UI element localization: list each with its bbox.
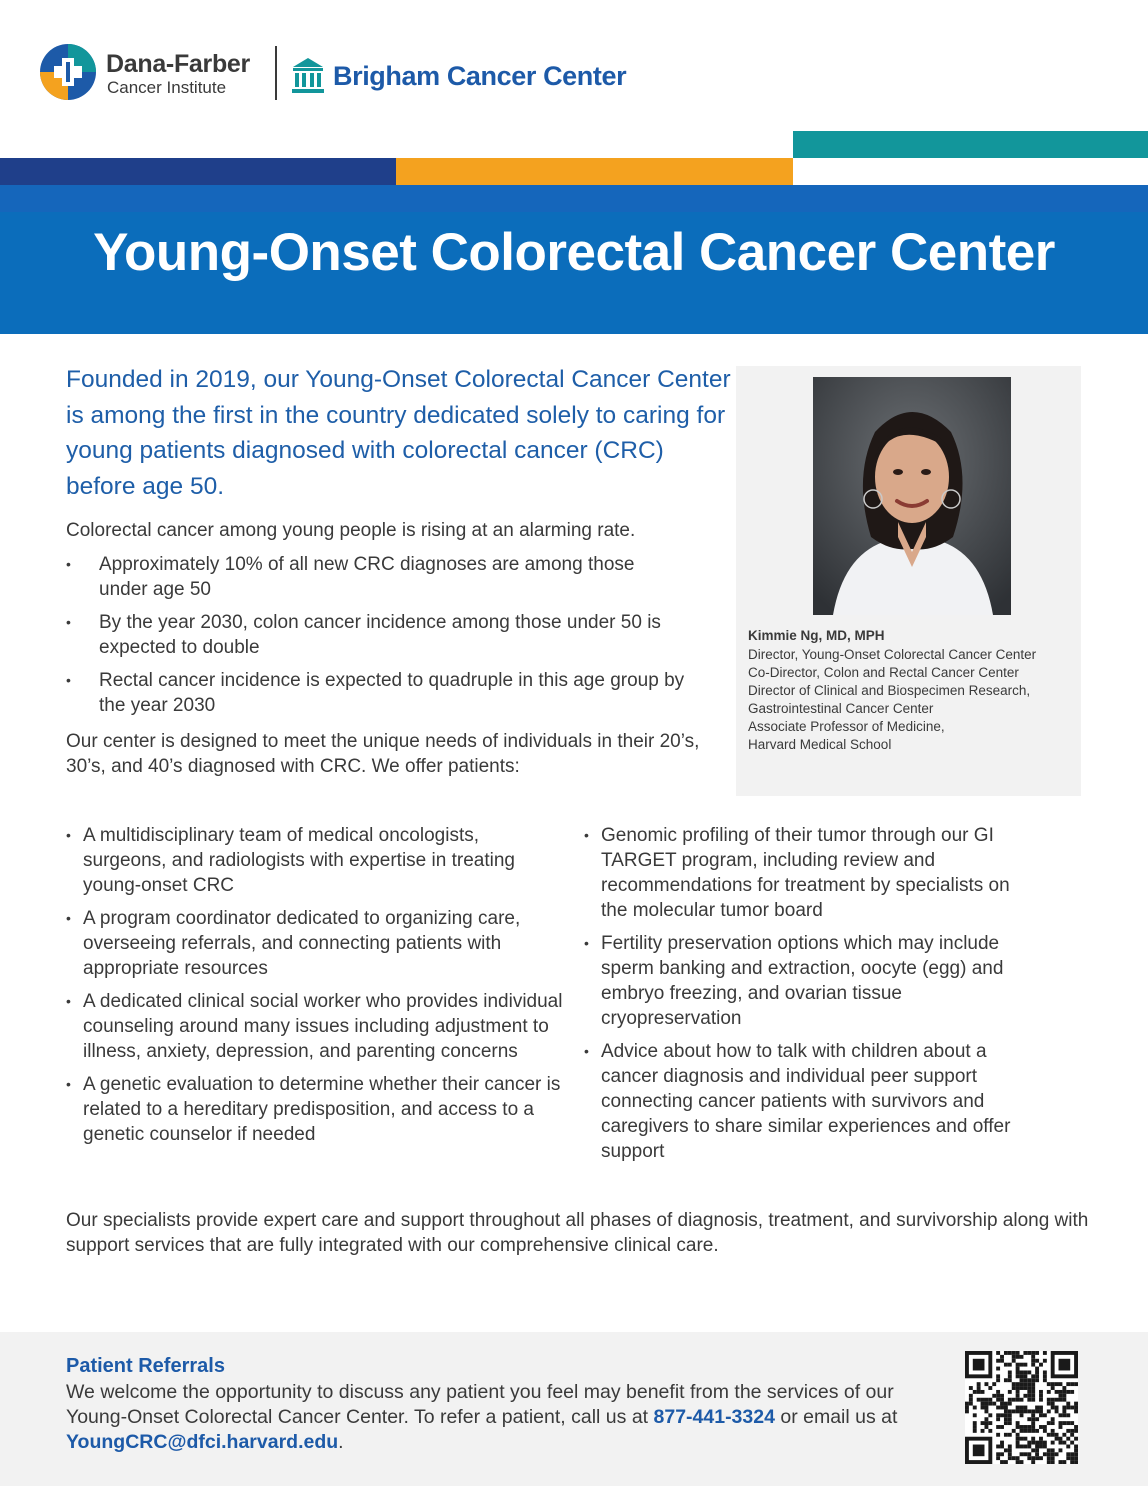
referrals-text-part: .: [338, 1431, 344, 1453]
offerings-right-list: [584, 823, 1034, 1172]
teal-band: [793, 131, 1148, 158]
list-item: • A multidisciplinary team of medical oncologists, surgeons, and radiologists with expertise in treating young-onset CRC: [66, 823, 566, 898]
director-title-line: Director of Clinical and Biospecimen Research,: [748, 683, 1031, 698]
brigham-wordmark: Brigham Cancer Center: [333, 61, 627, 91]
dana-farber-subtitle: Cancer Institute: [107, 78, 227, 97]
dana-farber-logo-icon: [40, 44, 96, 100]
orange-band: [396, 158, 793, 185]
logo-divider: [275, 46, 277, 100]
brigham-columns-icon: [291, 57, 325, 95]
list-item: • Advice about how to talk with children about a cancer diagnosis and individual peer support connecting cancer patients with survivors and caregivers to share similar experiences and offer support: [584, 1039, 1034, 1164]
list-item: • A dedicated clinical social worker who provides individual counseling around many issues including adjustment to illness, anxiety, depression, and parenting concerns: [66, 989, 566, 1064]
list-item: • Rectal cancer incidence is expected to quadruple in this age group by the year 2030: [66, 668, 686, 718]
stats-list: [66, 552, 686, 726]
list-item: • Genomic profiling of their tumor through our GI TARGET program, including review and recommendations for treatment by specialists on the molecular tumor board: [584, 823, 1034, 923]
intro-paragraph: Founded in 2019, our Young-Onset Colorectal Cancer Center is among the first in the country dedicated solely to caring for young patients diagnosed with colorectal cancer (CRC) before age 50.: [66, 366, 731, 500]
referral-email-link[interactable]: YoungCRC@dfci.harvard.edu: [66, 1431, 339, 1453]
list-item: • By the year 2030, colon cancer incidence among those under 50 is expected to double: [66, 610, 686, 660]
referrals-text-part: We welcome the opportunity to discuss any patient you feel may benefit from the services of our Young-Onset Colorectal Cancer Center. To refer a patient, call us at: [66, 1381, 894, 1428]
director-portrait-image: [813, 377, 1011, 615]
referrals-text-part: or email us at: [774, 1406, 898, 1428]
director-title-line: Associate Professor of Medicine,: [748, 719, 945, 734]
director-title-line: Co-Director, Colon and Rectal Cancer Center: [748, 665, 1019, 680]
referrals-heading: Patient Referrals: [66, 1355, 225, 1377]
dana-farber-wordmark: Dana-Farber: [106, 50, 250, 78]
director-title-line: Director, Young-Onset Colorectal Cancer Center: [748, 647, 1037, 662]
qr-code-icon[interactable]: [965, 1351, 1078, 1464]
list-item: • Fertility preservation options which may include sperm banking and extraction, oocyte (egg) and embryo freezing, and ovarian tissue cryopreservation: [584, 931, 1034, 1031]
director-title-line: Gastrointestinal Cancer Center: [748, 701, 934, 716]
director-title-line: Harvard Medical School: [748, 737, 892, 752]
referral-phone-link[interactable]: 877-441-3324: [653, 1406, 775, 1428]
offer-intro: Our center is designed to meet the unique needs of individuals in their 20’s, 30’s, and 40’s diagnosed with CRC. We offer patients:: [66, 731, 700, 777]
director-titles: [748, 646, 1078, 754]
title-bar-top-strip: [0, 185, 1148, 212]
director-name: Kimmie Ng, MD, MPH: [748, 628, 885, 643]
closing-paragraph: Our specialists provide expert care and support throughout all phases of diagnosis, treatment, and survivorship along with support services that are fully integrated with our comprehensive clinical care.: [66, 1210, 1089, 1256]
navy-band: [0, 158, 396, 185]
lead-sentence: Colorectal cancer among young people is rising at an alarming rate.: [66, 520, 636, 541]
referrals-text: [66, 1380, 946, 1455]
list-item: • A genetic evaluation to determine whether their cancer is related to a hereditary predisposition, and access to a genetic counselor if needed: [66, 1072, 566, 1147]
list-item: • Approximately 10% of all new CRC diagnoses are among those under age 50: [66, 552, 686, 602]
page-title: Young-Onset Colorectal Cancer Center: [93, 223, 1055, 282]
offerings-left-list: [66, 823, 566, 1155]
list-item: • A program coordinator dedicated to organizing care, overseeing referrals, and connecting patients with appropriate resources: [66, 906, 566, 981]
